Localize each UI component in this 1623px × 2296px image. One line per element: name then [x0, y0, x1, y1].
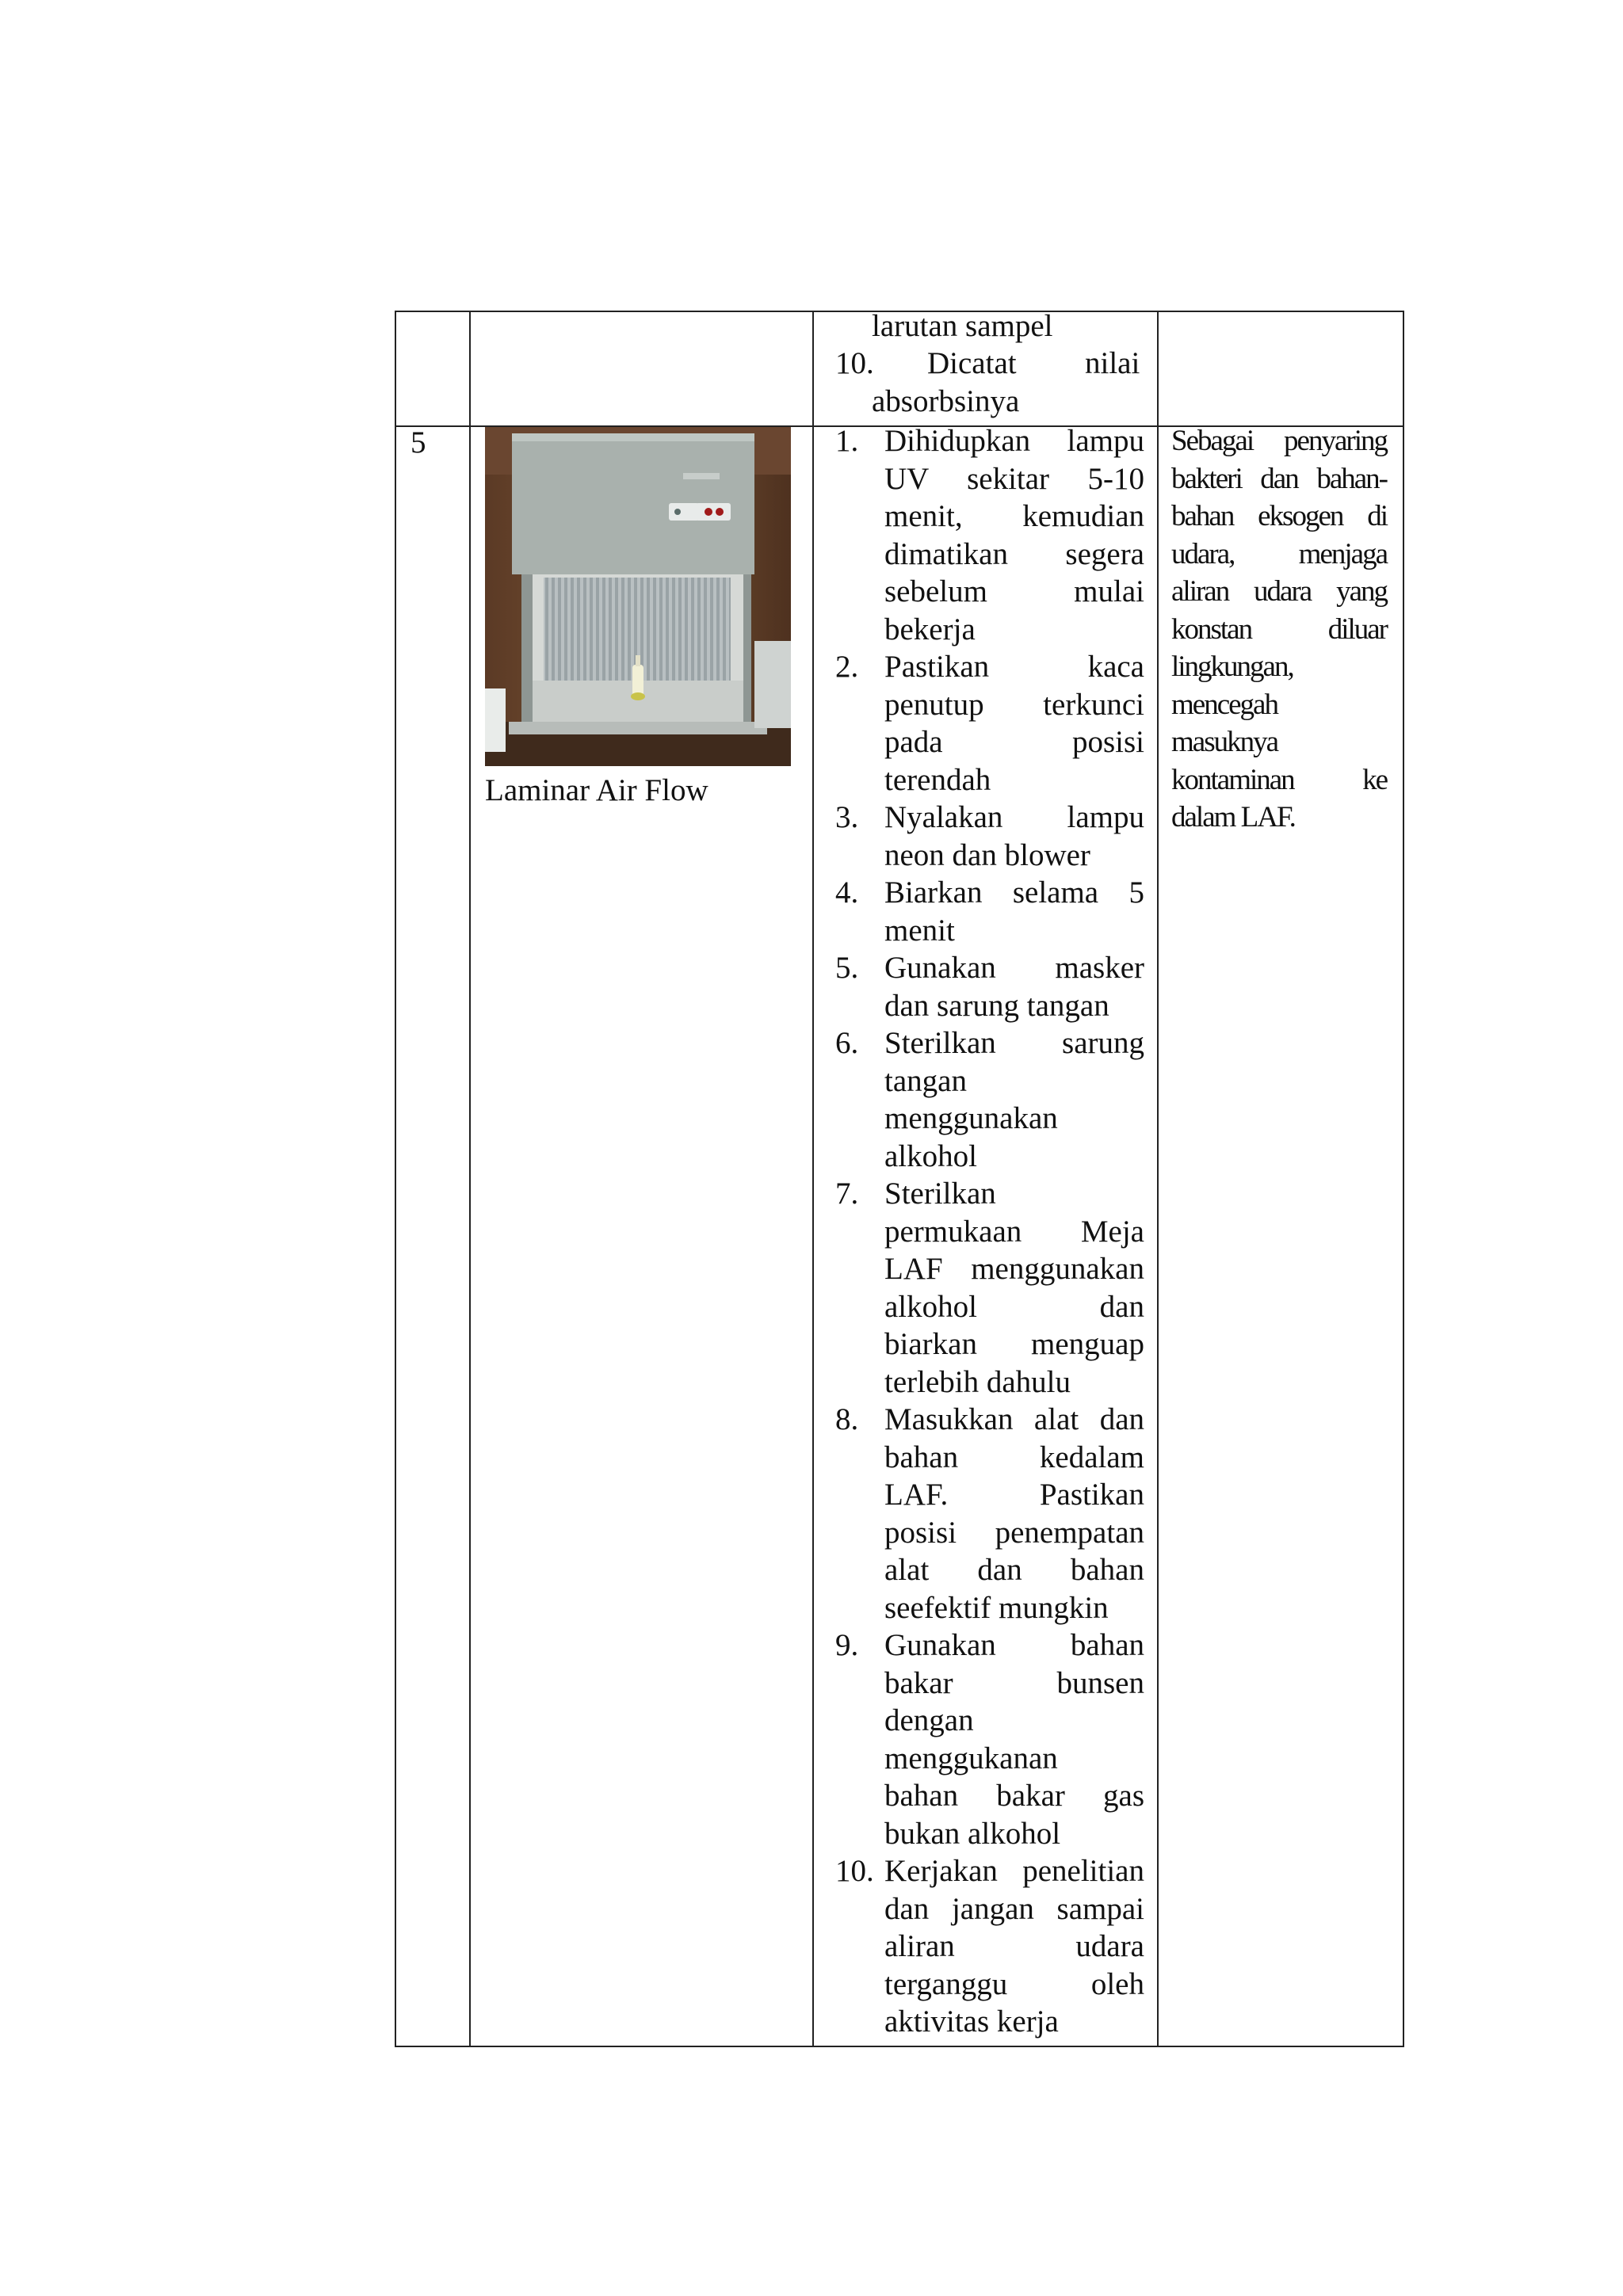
column-divider — [812, 312, 814, 2046]
procedure-word: nilai — [1085, 346, 1140, 380]
step-number: 8. — [835, 1402, 859, 1436]
step-line: menggukanan — [884, 1741, 1058, 1775]
column-divider — [1157, 312, 1159, 2046]
step-line: Nyalakan lampu — [884, 800, 1144, 834]
step-line: pada posisi — [884, 725, 1144, 759]
step-number: 1. — [835, 424, 859, 458]
step-line: LAF. Pastikan — [884, 1478, 1144, 1512]
step-line: Gunakan bahan — [884, 1628, 1144, 1662]
step-line: terendah — [884, 762, 991, 797]
step-line: dimatikan segera — [884, 536, 1144, 571]
function-line: bakteri dan bahan- — [1171, 462, 1387, 495]
step-number: 7. — [835, 1177, 859, 1211]
step-line: bahan bakar gas — [884, 1779, 1144, 1813]
step-line: tangan — [884, 1063, 967, 1098]
step-line: bukan alkohol — [884, 1816, 1061, 1851]
step-line: aktivitas kerja — [884, 2004, 1059, 2039]
step-line: bekerja — [884, 612, 976, 646]
step-line: Dihidupkan lampu — [884, 424, 1144, 458]
step-line: terlebih dahulu — [884, 1364, 1071, 1399]
row-number: 5 — [411, 425, 426, 460]
step-line: Sterilkan sarung — [884, 1026, 1144, 1060]
step-line: terganggu oleh — [884, 1966, 1144, 2001]
step-line: penutup terkunci — [884, 687, 1144, 722]
function-line: bahan eksogen di — [1171, 500, 1387, 532]
step-line: alkohol — [884, 1138, 977, 1173]
step-number: 6. — [835, 1026, 859, 1060]
step-line: UV sekitar 5-10 — [884, 461, 1144, 496]
step-line: menggunakan — [884, 1101, 1058, 1135]
step-line: bahan kedalam — [884, 1440, 1144, 1474]
function-line: dalam LAF. — [1171, 801, 1295, 833]
step-number: 2. — [835, 650, 859, 684]
step-line: permukaan Meja — [884, 1214, 1144, 1249]
step-line: Sterilkan — [884, 1177, 996, 1211]
step-line: aliran udara — [884, 1929, 1144, 1963]
step-line: LAF menggunakan — [884, 1252, 1144, 1286]
function-line: masuknya — [1171, 726, 1278, 758]
step-line: biarkan menguap — [884, 1327, 1144, 1361]
step-line: sebelum mulai — [884, 574, 1144, 608]
step-line: dan jangan sampai — [884, 1891, 1144, 1926]
function-line: aliran udara yang — [1171, 575, 1387, 608]
function-line: mencegah — [1171, 688, 1277, 721]
step-line: Pastikan kaca — [884, 650, 1144, 684]
step-line: bakar bunsen — [884, 1665, 1144, 1700]
step-line: Biarkan selama 5 — [884, 875, 1144, 910]
photo-caption: Laminar Air Flow — [485, 773, 708, 807]
procedure-line: absorbsinya — [872, 384, 1020, 418]
equipment-table — [395, 311, 1404, 2047]
function-line: Sebagai penyaring — [1171, 425, 1387, 457]
function-line: kontaminan ke — [1171, 763, 1387, 796]
step-number: 5. — [835, 951, 859, 985]
step-line: menit — [884, 913, 955, 948]
procedure-number: 10. — [835, 346, 874, 380]
function-line: udara, menjaga — [1171, 537, 1387, 570]
step-line: dan sarung tangan — [884, 988, 1109, 1023]
step-number: 4. — [835, 875, 859, 910]
step-line: Gunakan masker — [884, 951, 1144, 985]
procedure-word: Dicatat — [927, 346, 1017, 380]
procedure-line: larutan sampel — [872, 309, 1053, 343]
step-line: dengan — [884, 1703, 974, 1737]
step-line: alat dan bahan — [884, 1553, 1144, 1587]
laminar-air-flow-photo — [485, 427, 791, 766]
step-line: posisi penempatan — [884, 1515, 1144, 1550]
step-number: 3. — [835, 800, 859, 834]
step-number: 9. — [835, 1628, 859, 1662]
function-line: konstan diluar — [1171, 612, 1387, 646]
step-line: Masukkan alat dan — [884, 1402, 1144, 1436]
step-line: alkohol dan — [884, 1289, 1144, 1324]
step-line: Kerjakan penelitian — [884, 1854, 1144, 1888]
column-divider — [469, 312, 471, 2046]
step-number: 10. — [835, 1854, 874, 1888]
step-line: seefektif mungkin — [884, 1590, 1109, 1625]
step-line: neon dan blower — [884, 837, 1090, 872]
function-line: lingkungan, — [1171, 650, 1293, 683]
step-line: menit, kemudian — [884, 499, 1144, 533]
